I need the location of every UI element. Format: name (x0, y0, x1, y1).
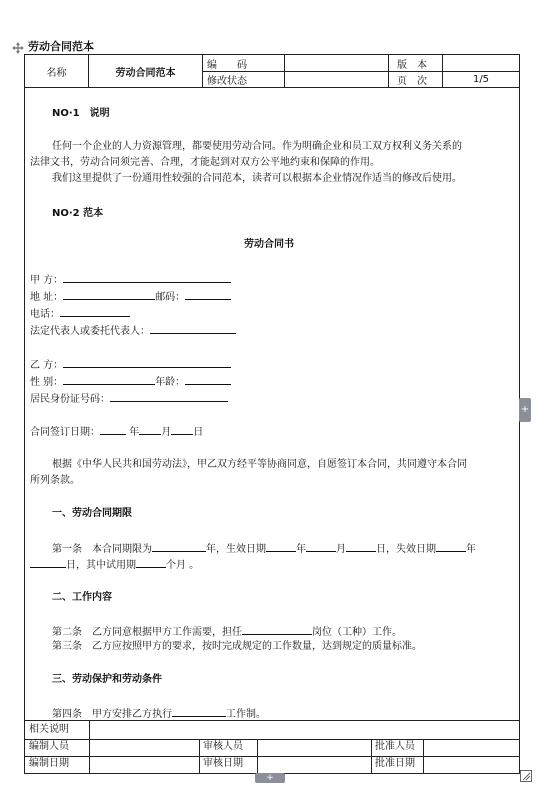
document-title: 劳动合同范本 (28, 40, 94, 53)
party-a-label: 甲 方： (30, 275, 64, 286)
page-label-cell (389, 71, 443, 87)
day-label: 日 (193, 427, 204, 438)
name-value-cell (89, 55, 203, 87)
s1-paragraph-1b: 法律文书，劳动合同须完善、合理，才能起到对双方公平地约束和保障的作用。 (30, 157, 380, 168)
chapter-3-title: 三、劳动保护和劳动条件 (52, 674, 162, 685)
art1-c: 失效日期 (396, 544, 436, 555)
art1-year: 年 (296, 544, 306, 555)
legal-rep-label: 法定代表人或委托代表人： (30, 326, 150, 337)
art1-d: 日，其中试用期 (66, 560, 136, 571)
code-label: 编 码 (207, 59, 247, 71)
address-label: 地 址： (30, 292, 64, 303)
address-line (30, 289, 231, 305)
art1-e: 个月 。 (166, 560, 200, 571)
art1-b: 年，生效日期 (206, 544, 266, 555)
name-label: 名称 (46, 67, 67, 79)
art1-year-2: 年 (466, 544, 476, 555)
article-2-line (52, 624, 402, 640)
compile-date-label: 编制日期 (29, 758, 69, 769)
reviewer-label: 审核人员 (203, 741, 243, 752)
article-1-line-2 (30, 557, 199, 573)
phone-line (30, 306, 130, 322)
s1-paragraph-1a: 任何一个企业的人力资源管理，都要使用劳动合同。作为明确企业和员工双方权利义务关系的 (52, 141, 462, 152)
add-column-handle-icon[interactable]: + (519, 398, 531, 422)
review-date-label: 审核日期 (203, 758, 243, 769)
month-label: 月 (161, 427, 172, 438)
gender-line (30, 374, 231, 390)
article-3-line: 第三条 乙方应按照甲方的要求，按时完成规定的工作数量，达到规定的质量标准。 (52, 641, 422, 652)
art4-b: 工作制。 (226, 709, 266, 720)
art2-a: 第二条 乙方同意根据甲方工作需要，担任 (52, 627, 242, 638)
page-label: 页 次 (397, 75, 427, 87)
revision-label: 修改状态 (207, 75, 247, 87)
art1-day: 日 (376, 544, 386, 555)
compiler-label: 编制人员 (29, 741, 69, 752)
code-label-cell (203, 55, 285, 71)
article-1-line-1: 第一条 本合同期限为 年，生效日期 年 月 日，失效日期 年 (52, 541, 476, 557)
art4-a: 第四条 甲方安排乙方执行 (52, 709, 172, 720)
related-notes-label: 相关说明 (29, 724, 69, 735)
add-row-handle-icon[interactable]: + (255, 773, 285, 783)
approve-date-label: 批准日期 (375, 758, 415, 769)
sign-date-label: 合同签订日期： (30, 427, 100, 438)
name-value: 劳动合同范本 (115, 67, 176, 79)
version-value-cell[interactable] (443, 55, 519, 71)
gender-label: 性 别： (30, 377, 64, 388)
page-value-cell (443, 71, 519, 87)
art2-b: 岗位（工种）工作。 (312, 627, 402, 638)
revision-value-cell[interactable] (285, 71, 389, 87)
art1-a: 第一条 本合同期限为 (52, 544, 152, 555)
contract-title: 劳动合同书 (244, 239, 294, 250)
approver-label: 批准人员 (375, 741, 415, 752)
preamble-b: 所列条款。 (30, 475, 80, 486)
art1-month: 月 (336, 544, 346, 555)
code-value-cell[interactable] (285, 55, 389, 71)
party-b-label: 乙 方： (30, 360, 64, 371)
revision-label-cell (203, 71, 285, 87)
chapter-2-title: 二、工作内容 (52, 592, 112, 603)
version-label-cell (389, 55, 443, 71)
sign-date-line (30, 424, 203, 440)
table-resize-handle-icon[interactable] (520, 770, 532, 782)
legal-rep-line (30, 323, 236, 339)
section-1-title: NO·1 说明 (52, 108, 110, 119)
party-b-line (30, 357, 231, 373)
s1-paragraph-2: 我们这里提供了一份通用性较强的合同范本，读者可以根据本企业情况作适当的修改后使用。 (52, 173, 462, 184)
version-label: 版 本 (397, 59, 427, 71)
preamble-a: 根据《中华人民共和国劳动法》，甲乙双方经平等协商同意，自愿签订本合同，共同遵守本合同 (52, 459, 467, 470)
footer-table (24, 720, 520, 774)
name-label-cell (25, 55, 89, 87)
id-number-label: 居民身份证号码： (30, 394, 110, 405)
section-2-title: NO·2 范本 (52, 208, 104, 219)
year-label: 年 (129, 427, 140, 438)
postcode-label: 邮码： (155, 292, 186, 303)
phone-label: 电话： (30, 309, 60, 320)
move-handle-icon[interactable] (11, 41, 25, 55)
id-number-line (30, 391, 228, 407)
party-a-line (30, 272, 231, 288)
header-table (24, 54, 520, 88)
page-value: 1/5 (472, 73, 490, 85)
age-label: 年龄： (155, 377, 186, 388)
chapter-1-title: 一、劳动合同期限 (52, 508, 132, 519)
